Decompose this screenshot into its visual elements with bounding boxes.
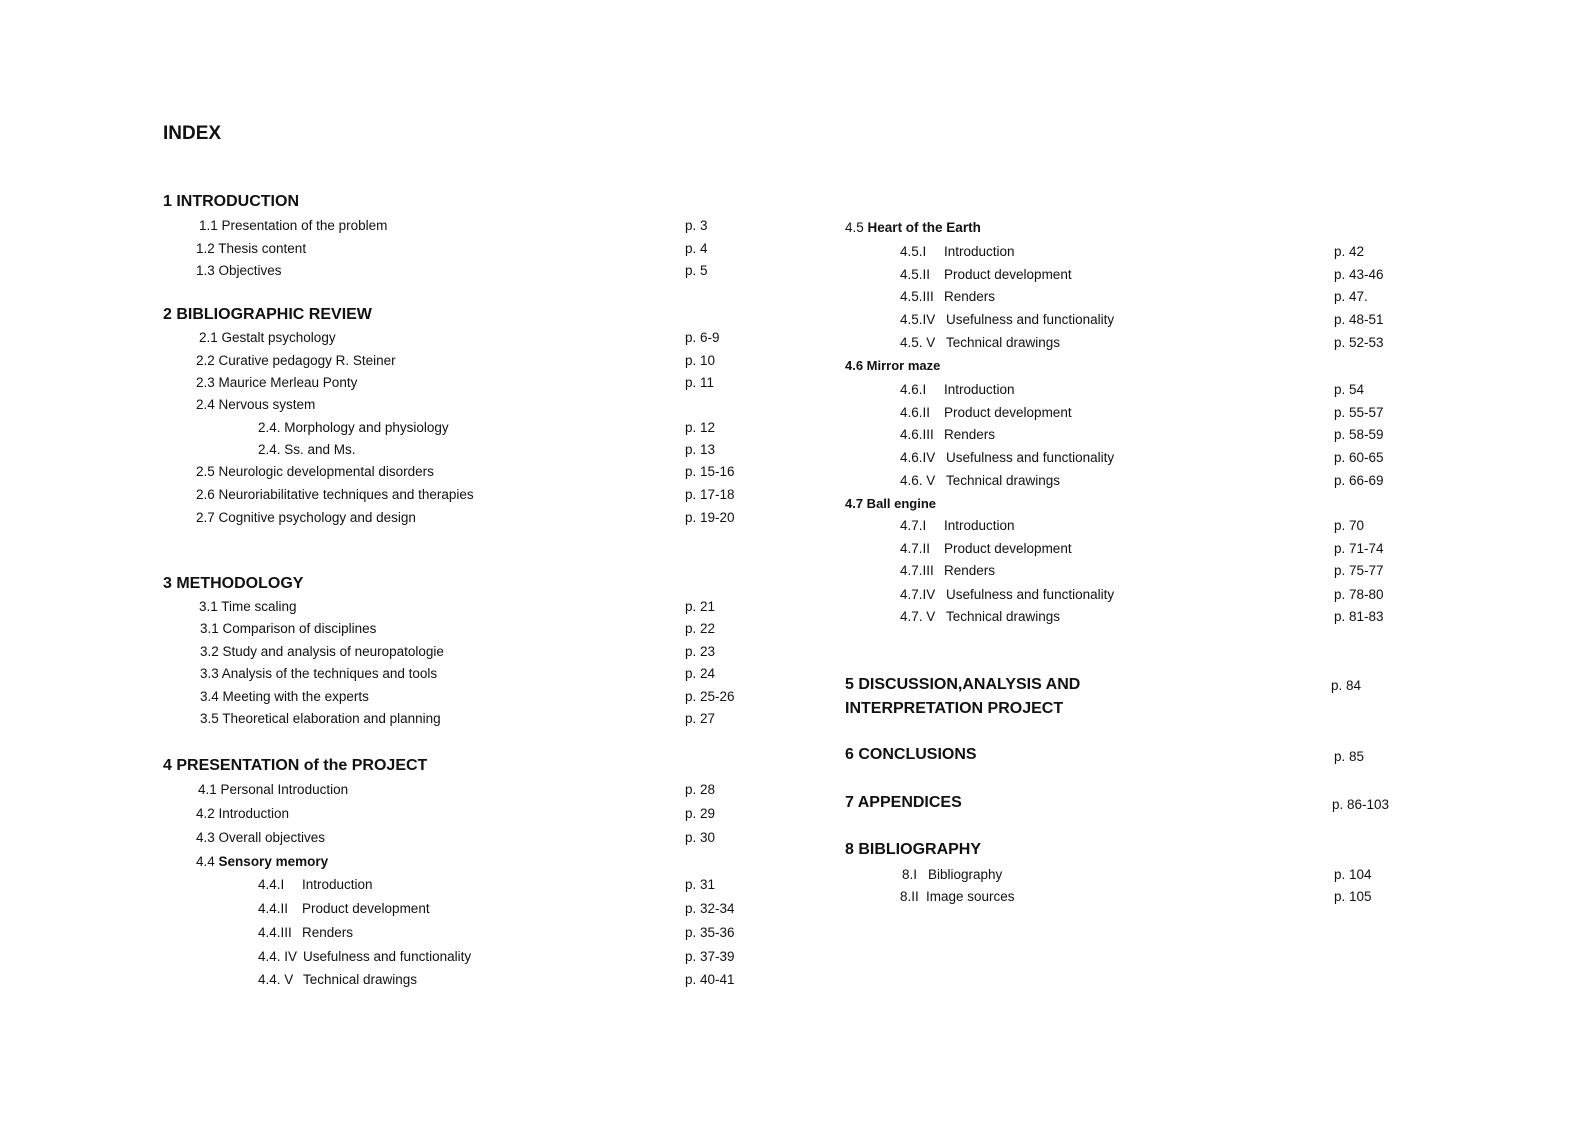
toc-page: p. 31 [685,877,716,892]
toc-entry: 1.1 Presentation of the problem [199,218,388,233]
toc-entry-num: 4.4.II [258,901,289,916]
toc-page: p. 37-39 [685,949,735,964]
toc-page: p. 81-83 [1334,609,1384,624]
toc-page: p. 21 [685,599,716,614]
toc-page: p. 11 [685,375,715,390]
toc-entry: Introduction [944,518,1015,533]
toc-entry: Usefulness and functionality [946,587,1115,602]
toc-page: p. 22 [685,621,716,636]
toc-entry-num: 4.5.II [900,267,931,282]
toc-page: p. 66-69 [1334,473,1384,488]
toc-entry-num: 8.II [900,889,919,904]
toc-entry-num: 4.4. V [258,972,294,987]
toc-entry-num: 4.5. V [900,335,936,350]
toc-entry: Product development [944,267,1072,282]
toc-entry: 2.7 Cognitive psychology and design [196,510,416,525]
toc-entry: Introduction [944,382,1015,397]
toc-page: p. 58-59 [1334,427,1384,442]
toc-entry: Product development [944,405,1072,420]
toc-entry-num: 4.6.I [900,382,927,397]
toc-entry: Technical drawings [946,473,1061,488]
toc-entry: 2.1 Gestalt psychology [199,330,336,345]
toc-entry-num: 4.4.III [258,925,292,940]
toc-entry-num: 4.5.III [900,289,934,304]
toc-page: p. 4 [685,241,708,256]
toc-entry: Bibliography [928,867,1003,882]
toc-entry: 3.5 Theoretical elaboration and planning [200,711,441,726]
toc-page: p. 35-36 [685,925,735,940]
toc-page: p. 24 [685,666,716,681]
toc-entry: 3.2 Study and analysis of neuropatologie [200,644,444,659]
toc-entry: Renders [302,925,354,940]
toc-page: p. 52-53 [1334,335,1384,350]
toc-page: p. 104 [1334,867,1372,882]
toc-page: p. 43-46 [1334,267,1384,282]
toc-page: p. 15-16 [685,464,735,479]
toc-page: p. 5 [685,263,708,278]
toc-entry: Renders [944,563,996,578]
toc-entry: 3.1 Comparison of disciplines [200,621,377,636]
toc-entry: Technical drawings [303,972,418,987]
toc-page: p. 86-103 [1332,797,1390,812]
toc-page: p. 3 [685,218,708,233]
toc-entry: Renders [944,289,996,304]
toc-entry: 3.4 Meeting with the experts [200,689,369,704]
toc-entry: Introduction [944,244,1015,259]
toc-page: p. 29 [685,806,716,821]
toc-page: p. 48-51 [1334,312,1384,327]
toc-entry: Image sources [926,889,1015,904]
page-title: INDEX [163,123,222,144]
toc-entry: 2.3 Maurice Merleau Ponty [196,375,358,390]
section-heading-bibliography: 8 BIBLIOGRAPHY [845,841,982,858]
toc-entry-num: 4.5.IV [900,312,936,327]
section-heading-bibliographic-review: 2 BIBLIOGRAPHIC REVIEW [163,306,372,323]
toc-entry: Product development [302,901,430,916]
section-heading-introduction: 1 INTRODUCTION [163,193,299,210]
toc-page: p. 47. [1334,289,1368,304]
section-heading-line: 5 DISCUSSION,ANALYSIS AND [845,676,1081,693]
toc-entry: 4.3 Overall objectives [196,830,326,845]
toc-page: p. 19-20 [685,510,735,525]
toc-entry-num: 4.4.I [258,877,285,892]
toc-entry-num: 4.6. V [900,473,936,488]
toc-page: p. 28 [685,782,716,797]
toc-entry: 2.6 Neuroriabilitative techniques and therapies [196,487,474,502]
toc-entry-num: 4.4. IV [258,949,298,964]
toc-page: p. 23 [685,644,716,659]
toc-subsection-sensory-memory: 4.4 Sensory memory [196,854,329,869]
toc-entry-num: 8.I [902,867,918,882]
toc-subsection-mirror-maze: 4.6 Mirror maze [845,358,941,373]
toc-entry: Renders [944,427,996,442]
toc-page: p. 13 [685,442,716,457]
toc-page: p. 27 [685,711,716,726]
toc-page: p. 10 [685,353,716,368]
section-heading-line: INTERPRETATION PROJECT [845,700,1064,717]
toc-entry: 2.5 Neurologic developmental disorders [196,464,434,479]
toc-page: p. 70 [1334,518,1365,533]
toc-page: p. 25-26 [685,689,735,704]
section-heading-discussion [845,673,1080,721]
toc-page: p. 71-74 [1334,541,1384,556]
toc-entry: Introduction [302,877,373,892]
toc-entry: Technical drawings [946,335,1061,350]
toc-entry: 4.2 Introduction [196,806,290,821]
toc-entry-num: 4.7. V [900,609,936,624]
toc-subsection-heart-of-the-earth: 4.5 Heart of the Earth [845,220,981,235]
toc-page: p. 12 [685,420,716,435]
toc-entry: 3.3 Analysis of the techniques and tools [200,666,438,681]
toc-page: p. 42 [1334,244,1365,259]
toc-page: p. 6-9 [685,330,720,345]
toc-entry: Technical drawings [946,609,1061,624]
toc-page: p. 54 [1334,382,1365,397]
toc-entry-num: 4.7.I [900,518,927,533]
toc-entry: 1.3 Objectives [196,263,282,278]
toc-entry: 3.1 Time scaling [199,599,297,614]
toc-page: p. 105 [1334,889,1372,904]
toc-page: p. 17-18 [685,487,735,502]
toc-entry: 2.2 Curative pedagogy R. Steiner [196,353,396,368]
toc-entry-num: 4.6.IV [900,450,936,465]
toc-entry: Usefulness and functionality [303,949,472,964]
toc-entry: 4.1 Personal Introduction [198,782,349,797]
toc-entry-num: 4.7.IV [900,587,936,602]
toc-entry-num: 4.7.II [900,541,931,556]
toc-entry-num: 4.7.III [900,563,934,578]
section-heading-methodology: 3 METHODOLOGY [163,575,304,592]
toc-page: p. 30 [685,830,716,845]
toc-page: p. 84 [1331,678,1362,693]
section-heading-appendices: 7 APPENDICES [845,794,962,811]
toc-page: p. 40-41 [685,972,735,987]
section-heading-conclusions: 6 CONCLUSIONS [845,746,977,763]
toc-entry: 2.4. Morphology and physiology [258,420,449,435]
toc-entry: Product development [944,541,1072,556]
toc-entry: Usefulness and functionality [946,450,1115,465]
toc-entry-num: 4.6.II [900,405,931,420]
toc-page: p. 60-65 [1334,450,1384,465]
toc-entry: 2.4 Nervous system [196,397,316,412]
toc-page: p. 32-34 [685,901,735,916]
toc-entry-num: 4.5.I [900,244,927,259]
toc-page: p. 75-77 [1334,563,1384,578]
toc-entry: 2.4. Ss. and Ms. [258,442,356,457]
toc-page: p. 78-80 [1334,587,1384,602]
toc-entry: 1.2 Thesis content [196,241,307,256]
toc-page: p. 85 [1334,749,1365,764]
toc-entry-num: 4.6.III [900,427,934,442]
toc-subsection-ball-engine: 4.7 Ball engine [845,496,937,511]
toc-entry: Usefulness and functionality [946,312,1115,327]
toc-page: p. 55-57 [1334,405,1384,420]
section-heading-presentation: 4 PRESENTATION of the PROJECT [163,757,428,774]
